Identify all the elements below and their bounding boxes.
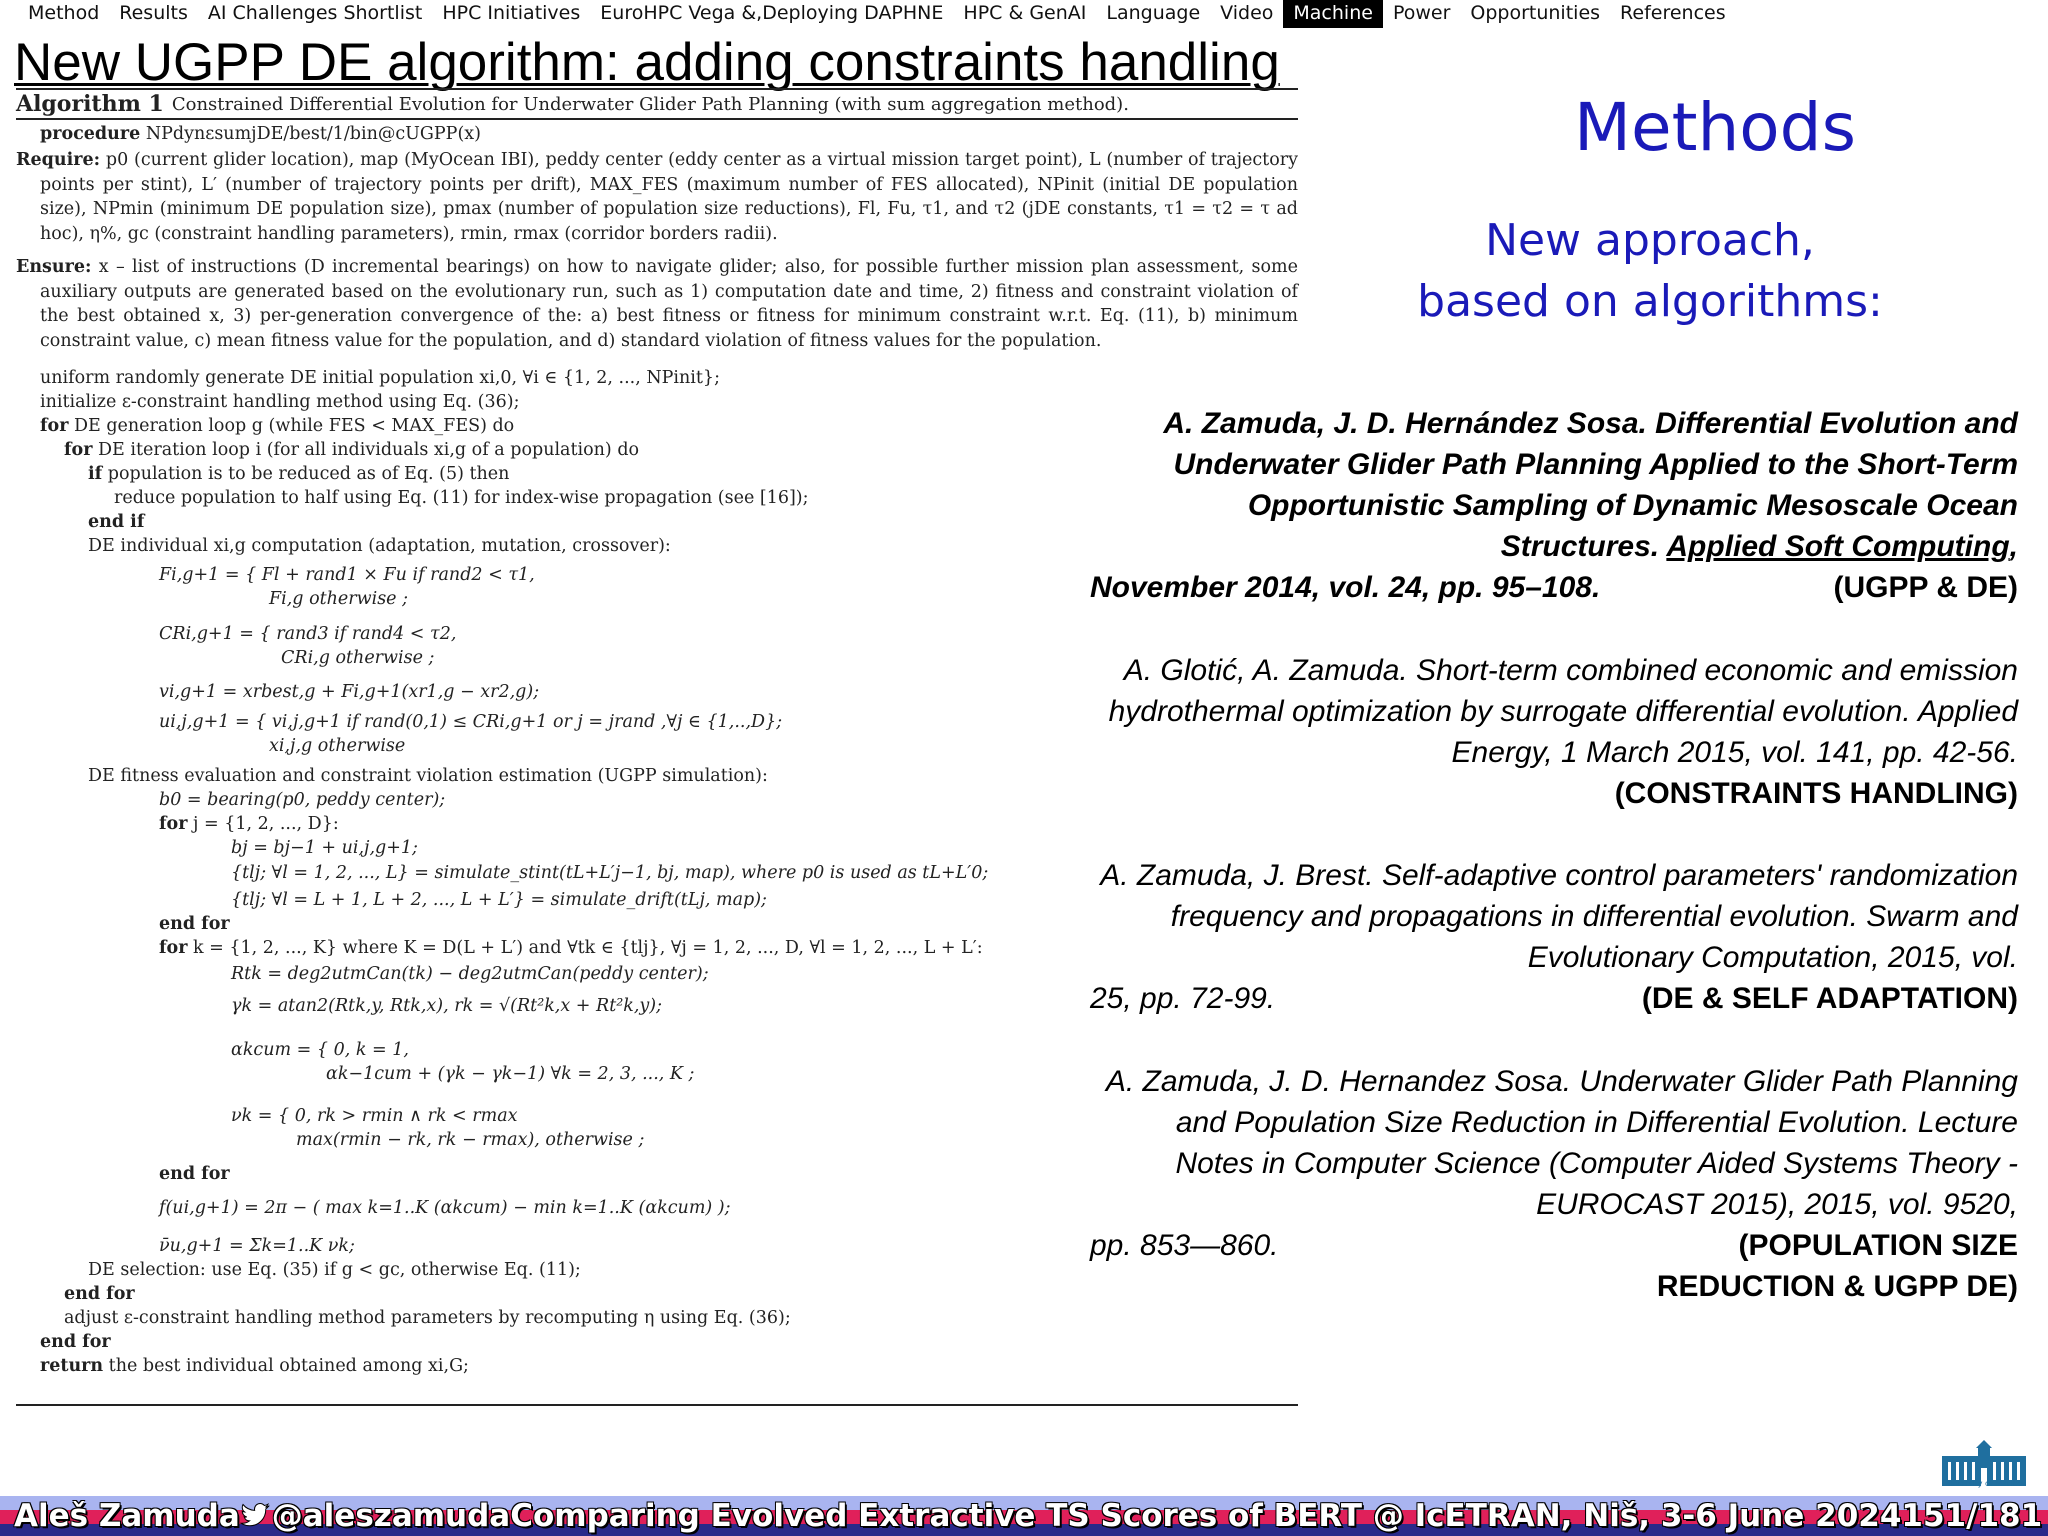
procedure-signature: NPdynεsumjDE/best/1/bin@cUGPP(x) <box>145 124 481 144</box>
reference-text <box>1090 403 2018 567</box>
algorithm-line: for DE iteration loop i (for all individuals xi,g of a population) do <box>64 440 640 460</box>
algorithm-line: Rtk = deg2utmCan(tk) − deg2utmCan(peddy center); <box>231 964 709 984</box>
footer-author: Aleš Zamuda <box>14 1498 240 1534</box>
nav-item-eurohpc-vega[interactable]: EuroHPC Vega &,Deploying DAPHNE <box>600 2 944 24</box>
slide-title: New UGPP DE algorithm: adding constraints handling <box>14 33 1280 92</box>
reference-2 <box>1090 650 2018 814</box>
algorithm-line: DE selection: use Eq. (35) if g < gc, otherwise Eq. (11); <box>88 1260 581 1280</box>
reference-tag: (UGPP & DE) <box>1833 571 2018 604</box>
algorithm-line: γk = atan2(Rtk,y, Rtk,x), rk = √(Rt²k,x + Rt²k,y); <box>231 996 663 1016</box>
nav-item-video[interactable]: Video <box>1220 2 1274 24</box>
reference-body: A. Zamuda, J. D. Hernández Sosa. Differential Evolution and Underwater Glider Path Planning Applied to the Short-Term Opportunistic Sampling of Dynamic Mesoscale Ocean Structures. <box>1163 407 2018 563</box>
algorithm-number: Algorithm 1 <box>16 91 164 117</box>
nav-item-hpc-genai[interactable]: HPC & GenAI <box>963 2 1087 24</box>
nav-item-references[interactable]: References <box>1620 2 1726 24</box>
algorithm-line: DE individual xi,g computation (adaptation, mutation, crossover): <box>88 536 671 556</box>
algorithm-line: vi,g+1 = xrbest,g + Fi,g+1(xr1,g − xr2,g); <box>159 682 540 702</box>
algorithm-line: b0 = bearing(p0, peddy center); <box>159 790 446 810</box>
reference-last-line <box>1090 567 2018 608</box>
top-navigation <box>0 0 2048 28</box>
algorithm-line: f(ui,g+1) = 2π − ( max k=1..K (αkcum) − min k=1..K (αkcum) ); <box>159 1198 731 1218</box>
algorithm-header <box>16 88 1298 120</box>
ensure-keyword: Ensure: <box>16 257 92 277</box>
nav-item-opportunities[interactable]: Opportunities <box>1470 2 1601 24</box>
algorithm-line: DE fitness evaluation and constraint violation estimation (UGPP simulation): <box>88 766 768 786</box>
require-text: p0 (current glider location), map (MyOcean IBI), peddy center (eddy center as a virtual mission target point), L (number of trajectory points per stint), L′ (number of trajectory points per drift), MAX_FES (maximum number of FES allocated), NPinit (initial DE population size), NPmin (minimum DE population size), pmax (number of population size reductions), Fl, Fu, τ1, and τ2 (jDE constants, τ1 = τ2 = τ ad hoc), η%, gc (constraint handling parameters), rmin, rmax (corridor borders radii). <box>40 150 1298 244</box>
algorithm-line: end for <box>159 914 230 934</box>
algorithm-line: νk = { 0, rk > rmin ∧ rk < rmax <box>231 1106 518 1126</box>
methods-subtitle-line: New approach, <box>1485 215 1815 266</box>
reference-tag: (CONSTRAINTS HANDLING) <box>1614 777 2018 810</box>
algorithm-line: xi,j,g otherwise <box>269 736 406 756</box>
algorithm-line: for DE generation loop g (while FES < MAX_FES) do <box>40 416 515 436</box>
methods-subtitle-line: based on algorithms: <box>1417 276 1883 327</box>
reference-4 <box>1090 1061 2018 1307</box>
algorithm-line: for k = {1, 2, ..., K} where K = D(L + L′) and ∀tk ∈ {tlj}, ∀j = 1, 2, ..., D, ∀l = 1, 2, ..., L + L′: <box>159 938 983 958</box>
reference-tag: REDUCTION & UGPP DE) <box>1656 1270 2018 1303</box>
algorithm-ensure <box>16 255 1298 353</box>
reference-text: A. Zamuda, J. D. Hernandez Sosa. Underwater Glider Path Planning and Population Size Reduction in Differential Evolution. Lecture Notes in Computer Science (Computer Aided Systems Theory - EUROCAST 2015), 2015, vol. 9520, <box>1105 1065 2018 1221</box>
algorithm-line: ui,j,g+1 = { vi,j,g+1 if rand(0,1) ≤ CRi,g+1 or j = jrand ,∀j ∈ {1,..,D}; <box>159 712 783 732</box>
algorithm-line: αk−1cum + (γk − γk−1) ∀k = 2, 3, ..., K ; <box>326 1064 695 1084</box>
nav-item-results[interactable]: Results <box>119 2 188 24</box>
algorithm-procedure <box>16 122 1298 147</box>
footer-twitter[interactable] <box>240 1498 510 1534</box>
nav-item-method[interactable]: Method <box>28 2 100 24</box>
reference-journal-link[interactable]: Applied Soft Computing <box>1666 530 2010 563</box>
reference-volume: November 2014, vol. 24, pp. 95–108. <box>1090 571 1601 604</box>
reference-last-line <box>1090 1225 2018 1266</box>
algorithm-line: end if <box>88 512 145 532</box>
reference-volume: pp. 853—860. <box>1090 1229 1279 1262</box>
algorithm-line: max(rmin − rk, rk − rmax), otherwise ; <box>296 1130 645 1150</box>
reference-punct: , <box>2009 530 2018 563</box>
nav-item-machine[interactable]: Machine <box>1283 0 1383 28</box>
nav-item-hpc-initiatives[interactable]: HPC Initiatives <box>442 2 581 24</box>
methods-title: Methods <box>1574 89 1856 166</box>
algorithm-line: adjust ε-constraint handling method parameters by recomputing η using Eq. (36); <box>64 1308 791 1328</box>
algorithm-line: CRi,g otherwise ; <box>281 648 435 668</box>
algorithm-line: end for <box>159 1164 230 1184</box>
reference-text: A. Glotić, A. Zamuda. Short-term combined economic and emission hydrothermal optimization by surrogate differential evolution. Applied Energy, 1 March 2015, vol. 141, pp. 42-56. <box>1108 654 2018 769</box>
algorithm-caption: Constrained Differential Evolution for Underwater Glider Path Planning (with sum aggregation method). <box>171 93 1129 115</box>
algorithm-require <box>16 148 1298 246</box>
algorithm-line: initialize ε-constraint handling method using Eq. (36); <box>40 392 520 412</box>
algorithm-line: if population is to be reduced as of Eq. (5) then <box>88 464 510 484</box>
reference-text: A. Zamuda, J. Brest. Self-adaptive control parameters' randomization frequency and propagations in differential evolution. Swarm and Evolutionary Computation, 2015, vol. <box>1100 859 2018 974</box>
logo-caption: University of Maribor <box>1942 1479 2026 1488</box>
algorithm-line: {tlj; ∀l = L + 1, L + 2, ..., L + L′} = simulate_drift(tLj, map); <box>231 890 767 910</box>
algorithm-line: αkcum = { 0, k = 1, <box>231 1040 409 1060</box>
algorithm-line: end for <box>40 1332 111 1352</box>
nav-item-ai-challenges-shortlist[interactable]: AI Challenges Shortlist <box>207 2 423 24</box>
methods-subtitle <box>1390 210 1910 332</box>
procedure-keyword: procedure <box>40 124 141 144</box>
algorithm-line: uniform randomly generate DE initial population xi,0, ∀i ∈ {1, 2, ..., NPinit}; <box>40 368 720 388</box>
algorithm-line: return the best individual obtained among xi,G; <box>40 1356 469 1376</box>
algorithm-line: for j = {1, 2, ..., D}: <box>159 814 339 834</box>
twitter-bird-icon <box>240 1503 270 1529</box>
algorithm-line: {tlj; ∀l = 1, 2, ..., L} = simulate_stint(tL+L′j−1, bj, map), where p0 is used as tL+L′0; <box>231 863 989 883</box>
footer-talk-title: Comparing Evolved Extractive TS Scores of BERT @ IcETRAN, Niš, 3-6 June 2024 <box>510 1498 1902 1534</box>
nav-item-language[interactable]: Language <box>1106 2 1201 24</box>
algorithm-line: CRi,g+1 = { rand3 if rand4 < τ2, <box>159 624 457 644</box>
require-keyword: Require: <box>16 150 101 170</box>
footer-twitter-handle: @aleszamuda <box>271 1498 511 1534</box>
algorithm-bottom-rule <box>16 1404 1298 1406</box>
reference-tag: (DE & SELF ADAPTATION) <box>1641 982 2018 1015</box>
algorithm-line: reduce population to half using Eq. (11) for index-wise propagation (see [16]); <box>114 488 809 508</box>
reference-1 <box>1090 403 2018 608</box>
algorithm-line: Fi,g otherwise ; <box>269 589 409 609</box>
footer-text <box>0 1496 2048 1536</box>
footer-bar <box>0 1496 2048 1536</box>
reference-3 <box>1090 855 2018 1019</box>
algorithm-line: Fi,g+1 = { Fl + rand1 × Fu if rand2 < τ1, <box>159 565 535 585</box>
algorithm-line: bj = bj−1 + ui,j,g+1; <box>231 838 418 858</box>
reference-last-line <box>1090 978 2018 1019</box>
reference-volume: 25, pp. 72-99. <box>1090 982 1276 1015</box>
reference-tag: (POPULATION SIZE <box>1738 1229 2018 1262</box>
algorithm-line: ν̄u,g+1 = Σk=1..K νk; <box>159 1236 355 1256</box>
footer-page-number: 151/181 <box>1901 1498 2043 1534</box>
algorithm-line: end for <box>64 1284 135 1304</box>
nav-item-power[interactable]: Power <box>1392 2 1451 24</box>
ensure-text: x – list of instructions (D incremental bearings) on how to navigate glider; also, for possible further mission plan assessment, some auxiliary outputs are generated based on the evolutionary run, such as 1) computation date and time, 2) fitness and constraint violation of the best obtained x, 3) per-generation convergence of the: a) best fitness or fitness for minimum constraint w.r.t. Eq. (11), b) minimum constraint value, c) mean fitness value for the population, and d) standard violation of fitness values for the population. <box>40 257 1298 351</box>
